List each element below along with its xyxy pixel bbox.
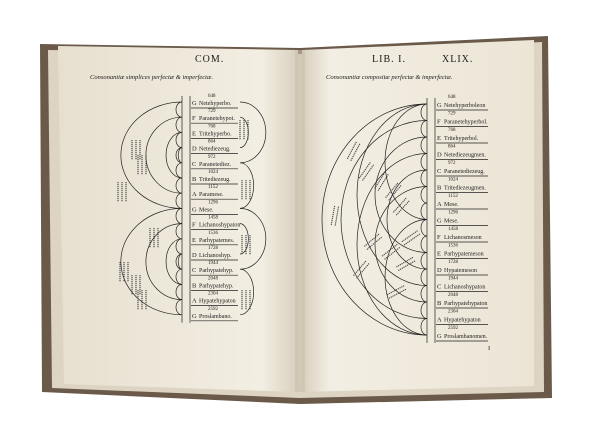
note-ratio-number: 1944 xyxy=(208,261,218,267)
note-letter: C xyxy=(437,168,442,175)
note-name: Parhypatemeson xyxy=(444,251,484,258)
note-letter: A xyxy=(437,316,442,324)
note-letter: E xyxy=(437,250,441,258)
note-ratio-number: 729 xyxy=(208,109,216,115)
note-ratio-number: 2304 xyxy=(448,309,458,315)
note-name: Netediezeugmen. xyxy=(444,152,486,159)
note-name: Lichanoshypaton xyxy=(444,284,486,291)
note-name: Proslambanomen. xyxy=(444,334,488,340)
signature-mark: I xyxy=(488,345,491,352)
note-letter: E xyxy=(437,135,441,142)
note-name: Hypatehypaton xyxy=(199,298,236,305)
note-letter: E xyxy=(192,236,196,244)
note-name: Parhypatemes. xyxy=(199,237,235,244)
note-letter: F xyxy=(192,221,196,229)
note-ratio-number: 864 xyxy=(448,144,456,150)
note-letter: G xyxy=(437,102,442,109)
note-ratio-number: 2304 xyxy=(208,291,218,297)
note-name: Lichanoshypaton xyxy=(199,222,241,229)
note-name: Paranetehyperbol. xyxy=(444,119,488,126)
note-name: Parhypatehyp. xyxy=(199,268,234,275)
note-letter: G xyxy=(437,333,442,340)
note-ratio-number: 1728 xyxy=(208,246,218,251)
note-name: Tritehyperbol. xyxy=(444,136,479,142)
note-letter: A xyxy=(192,297,197,305)
note-name: Netehyperbo. xyxy=(199,101,232,107)
note-letter: G xyxy=(437,217,442,225)
left-caption: Consonantiæ simplices perfectæ & imperfectæ. xyxy=(90,74,213,81)
note-name: Mese. xyxy=(444,218,459,225)
note-ratio-number: 1152 xyxy=(208,185,218,191)
note-ratio-number: 2048 xyxy=(208,276,218,282)
note-ratio-number: 2592 xyxy=(208,306,218,312)
note-ratio-number: 2592 xyxy=(448,326,458,331)
note-letter: A xyxy=(192,191,197,199)
note-letter: B xyxy=(437,184,442,192)
note-letter: F xyxy=(437,118,441,126)
note-letter: E xyxy=(192,130,196,138)
note-letter: B xyxy=(192,282,197,290)
note-name: Paramese. xyxy=(199,192,224,199)
note-letter: D xyxy=(437,267,442,274)
note-ratio-number: 768 xyxy=(448,128,456,133)
note-letter: C xyxy=(192,160,197,168)
note-letter: D xyxy=(437,151,442,159)
note-ratio-number: 1458 xyxy=(448,227,458,232)
note-ratio-number: 1296 xyxy=(448,210,458,216)
folio-number: XLIX. xyxy=(442,54,474,65)
note-ratio-number: 1536 xyxy=(448,243,458,249)
note-ratio-number: 1458 xyxy=(208,215,218,221)
note-ratio-number: 864 xyxy=(208,139,216,145)
note-name: Mese. xyxy=(199,207,214,214)
note-ratio-number: 1296 xyxy=(208,200,218,206)
note-name: Tritediezeug. xyxy=(199,177,231,183)
note-ratio-number: 972 xyxy=(448,161,456,166)
note-ratio-number: 1536 xyxy=(208,230,218,236)
right-caption: Consonantiæ compositæ perfectæ & imperfectæ. xyxy=(326,74,453,81)
note-ratio-number: 1152 xyxy=(448,194,458,199)
note-name: Parhypatehyp. xyxy=(199,283,234,290)
note-name: Netediezeug. xyxy=(199,146,231,153)
note-name: Paranetediez. xyxy=(199,161,232,168)
note-ratio-number: 1944 xyxy=(448,276,458,282)
note-letter: C xyxy=(437,283,442,291)
note-name: Parhypatehypaton xyxy=(444,301,488,307)
note-letter: B xyxy=(437,300,442,307)
note-name: Hypatehypaton xyxy=(444,317,481,324)
left-running-head: COM. xyxy=(195,54,225,65)
note-letter: G xyxy=(192,206,197,214)
note-letter: D xyxy=(192,145,197,153)
note-ratio-number: 729 xyxy=(448,111,456,117)
note-ratio-number: 768 xyxy=(208,124,216,130)
note-ratio-number: 972 xyxy=(208,154,216,160)
right-running-head: LIB. I. xyxy=(372,54,406,65)
note-letter: A xyxy=(437,201,442,208)
note-letter: B xyxy=(192,176,197,183)
note-name: Lichanosmeson xyxy=(444,235,482,241)
note-ratio-number: 2048 xyxy=(448,293,458,298)
note-ratio-number: 648 xyxy=(448,95,456,100)
note-ratio-number: 1024 xyxy=(208,170,218,175)
note-name: Proslambano. xyxy=(199,313,232,320)
note-letter: F xyxy=(437,234,441,241)
note-ratio-number: 648 xyxy=(208,94,216,99)
note-name: Tritediezeugmen. xyxy=(444,185,486,192)
note-name: Hypatemeson xyxy=(444,268,477,274)
note-letter: G xyxy=(192,100,197,107)
note-name: Mese. xyxy=(444,202,459,208)
note-ratio-number: 1024 xyxy=(448,177,458,183)
right-page xyxy=(302,40,534,392)
note-letter: G xyxy=(192,312,197,320)
note-name: Tritehyperbo. xyxy=(199,131,232,138)
note-letter: C xyxy=(192,267,197,275)
note-letter: D xyxy=(192,252,197,259)
note-name: Paranetehypot. xyxy=(199,116,235,123)
note-name: Paranetediezeug. xyxy=(444,169,485,175)
left-page xyxy=(58,46,298,392)
note-name: Netehyperboleon xyxy=(444,103,486,109)
note-ratio-number: 1728 xyxy=(448,260,458,265)
note-letter: F xyxy=(192,115,196,123)
note-name: Lichanoshyp. xyxy=(199,253,232,259)
gutter xyxy=(295,50,305,392)
